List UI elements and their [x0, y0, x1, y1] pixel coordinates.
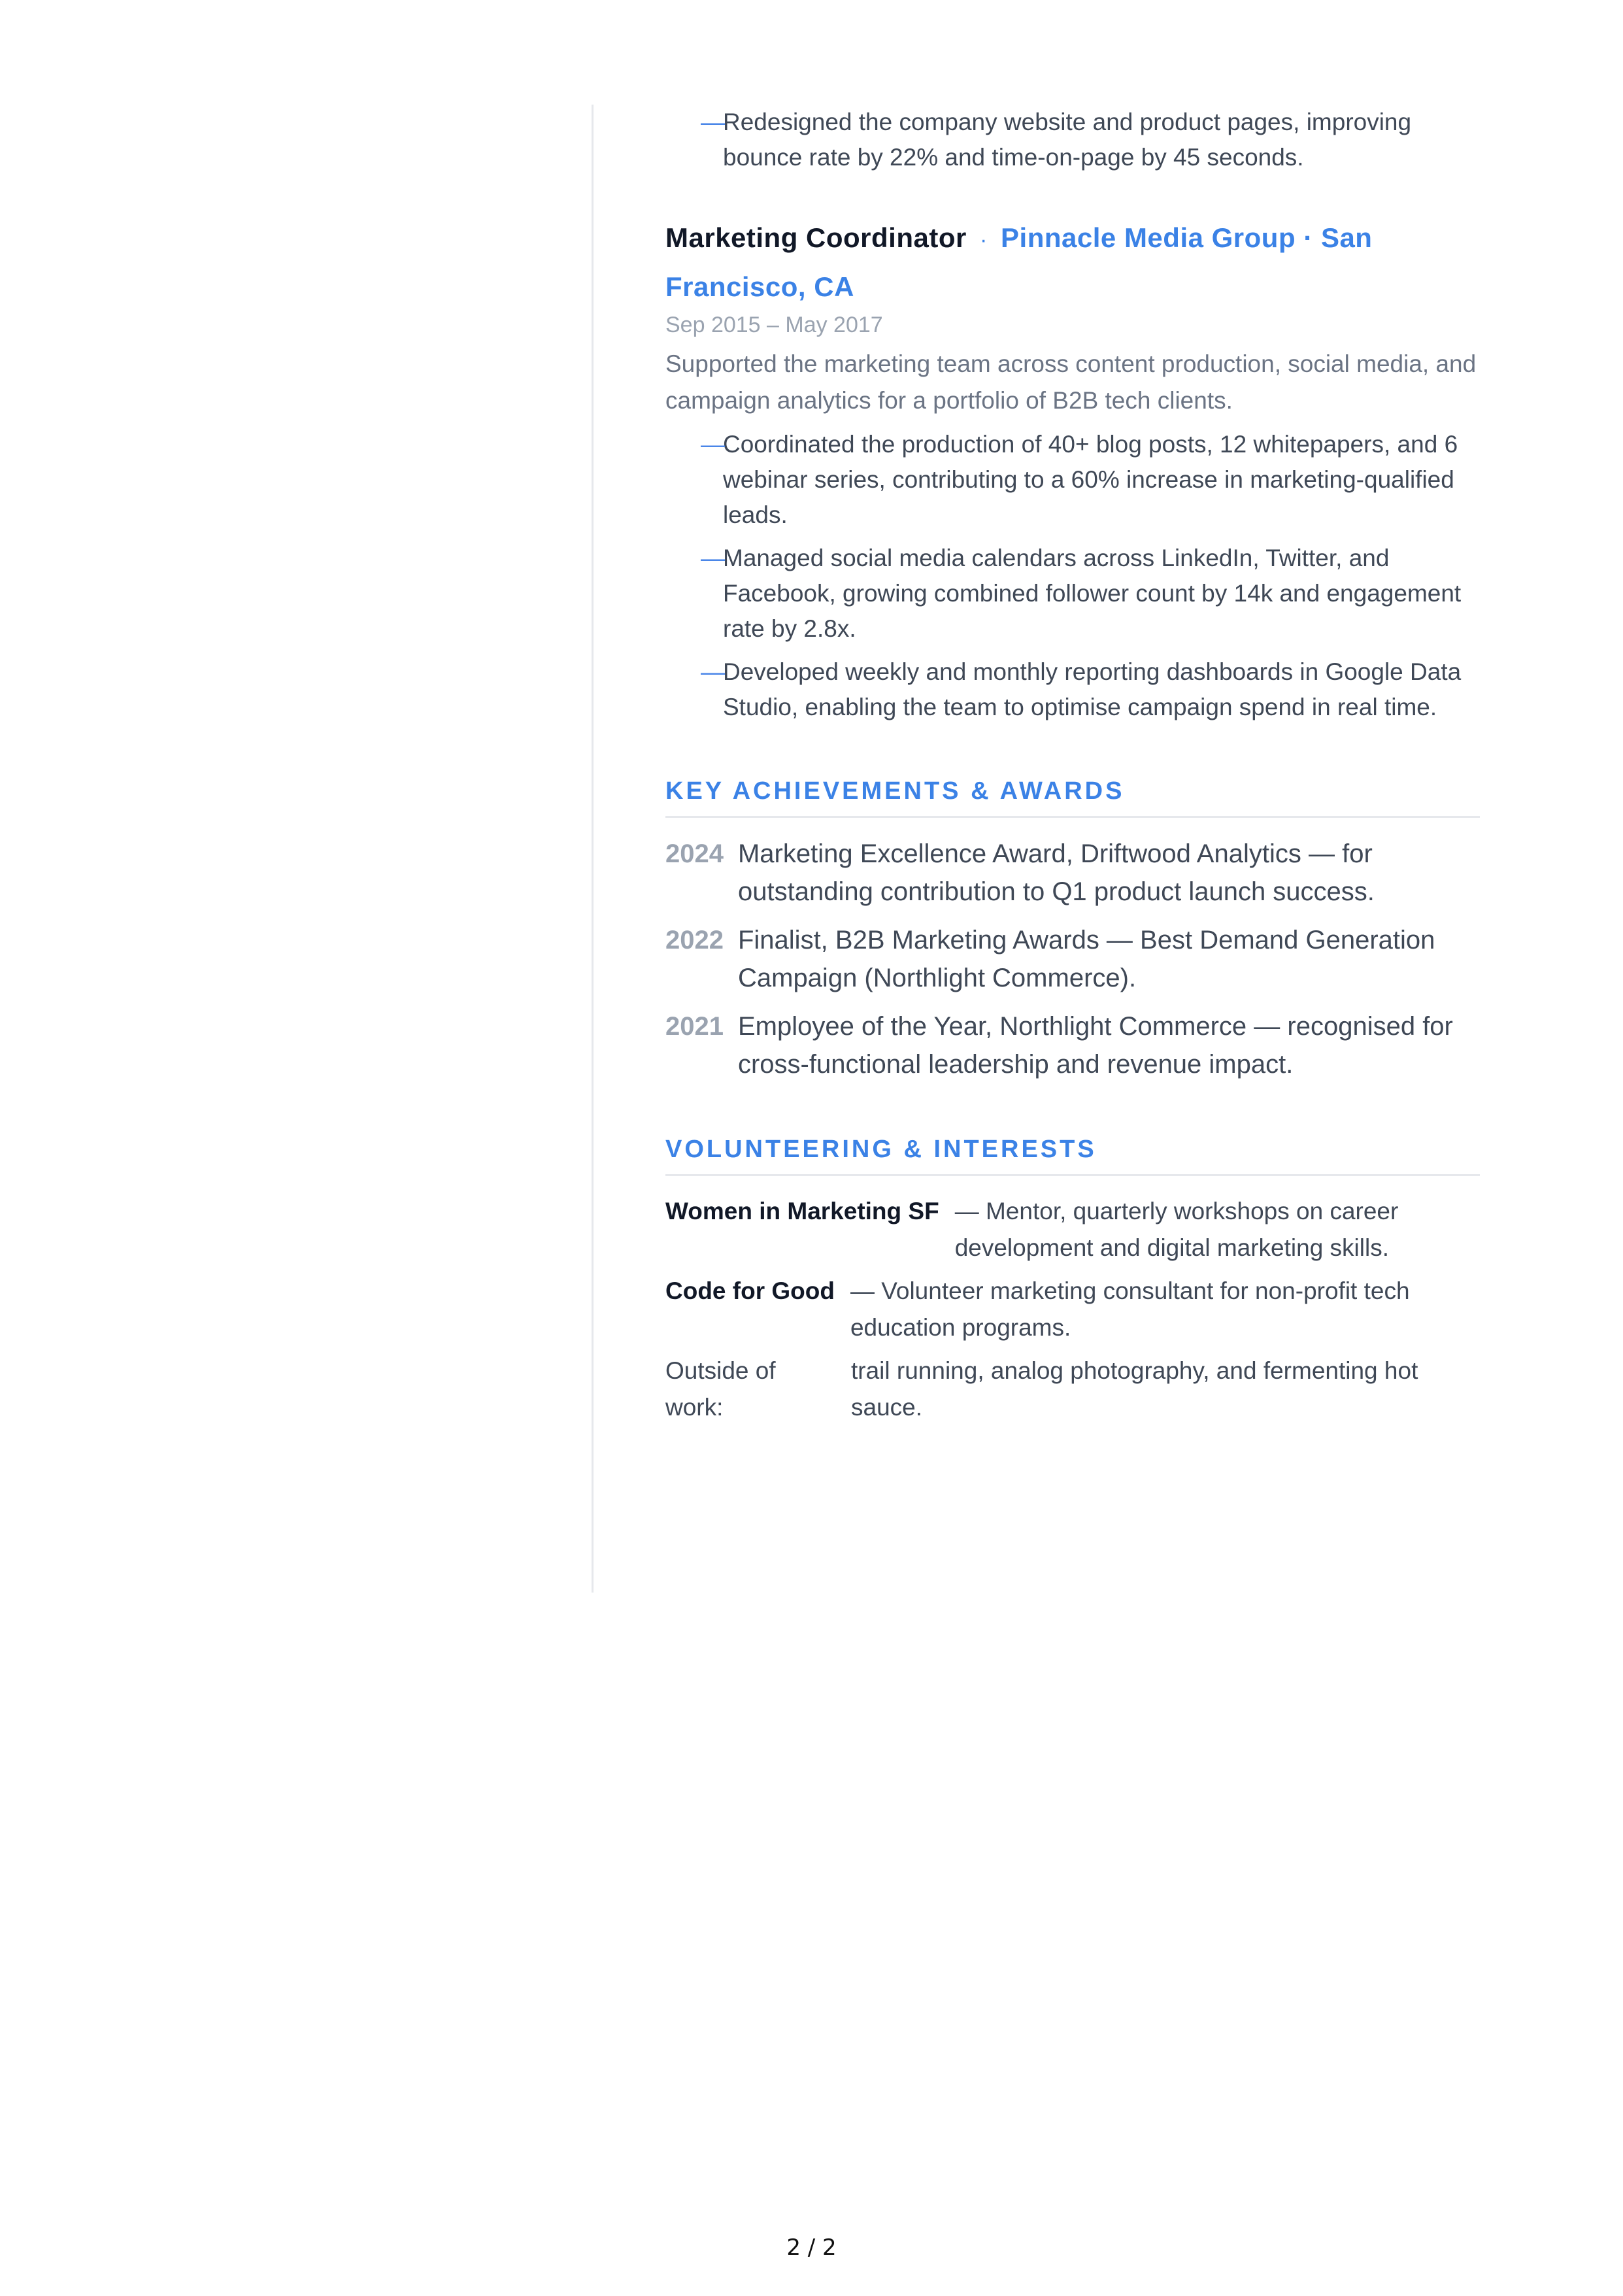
award-year: 2024	[665, 839, 724, 868]
interests-row	[665, 1353, 1480, 1426]
volunteer-desc: — Mentor, quarterly workshops on career development and digital marketing skills.	[954, 1198, 1399, 1261]
bullet-text: Redesigned the company website and product pages, improving bounce rate by 22% and time-on-page by 45 seconds.	[723, 109, 1412, 171]
bullet-dash: —	[701, 109, 725, 135]
award-year: 2021	[665, 1012, 724, 1041]
award-item	[665, 921, 1480, 997]
bullet-text: Coordinated the production of 40+ blog posts, 12 whitepapers, and 6 webinar series, contributing to a 60% increase in marketing-qualified leads.	[723, 431, 1458, 528]
list-item	[665, 541, 1480, 647]
volunteer-org: Women in Marketing SF	[665, 1198, 939, 1224]
award-text: Marketing Excellence Award, Driftwood Analytics — for outstanding contribution to Q1 product launch success.	[737, 839, 1375, 906]
bullet-dash: —	[701, 431, 725, 458]
job-dates: Sep 2015 – May 2017	[665, 312, 883, 337]
award-year: 2022	[665, 926, 724, 954]
job-header	[665, 214, 1480, 311]
list-item	[665, 427, 1480, 533]
interests-label: Outside of work:	[665, 1357, 776, 1421]
volunteer-desc: — Volunteer marketing consultant for non-profit tech education programs.	[850, 1277, 1410, 1341]
main-column	[665, 105, 1480, 1432]
award-item	[665, 1007, 1480, 1083]
volunteer-item	[665, 1193, 1480, 1266]
job-title: Marketing Coordinator	[665, 222, 967, 253]
award-text: Employee of the Year, Northlight Commerce — recognised for cross-functional leadership and revenue impact.	[737, 1012, 1453, 1079]
page-number: 2 / 2	[786, 2235, 837, 2261]
job-company: Pinnacle Media Group · San Francisco, CA	[665, 222, 1373, 302]
achievements-section-title: KEY ACHIEVEMENTS & AWARDS	[665, 777, 1480, 818]
award-text: Finalist, B2B Marketing Awards — Best Demand Generation Campaign (Northlight Commerce).	[737, 926, 1435, 992]
volunteer-item	[665, 1273, 1480, 1346]
bullet-text: Managed social media calendars across LinkedIn, Twitter, and Facebook, growing combined follower count by 14k and engagement rate by 2.8x.	[723, 545, 1462, 642]
bullet-text: Developed weekly and monthly reporting dashboards in Google Data Studio, enabling the team to optimise campaign spend in real time.	[723, 658, 1462, 720]
volunteer-org: Code for Good	[665, 1277, 835, 1304]
interests-text: trail running, analog photography, and fermenting hot sauce.	[851, 1357, 1418, 1421]
job-separator: ·	[980, 228, 988, 252]
column-divider	[592, 105, 594, 1593]
volunteering-section-title: VOLUNTEERING & INTERESTS	[665, 1136, 1480, 1176]
list-item	[665, 105, 1480, 175]
list-item	[665, 654, 1480, 725]
bullet-dash: —	[701, 545, 725, 571]
bullet-dash: —	[701, 658, 725, 685]
award-item	[665, 835, 1480, 911]
job-summary: Supported the marketing team across content production, social media, and campaign analytics for a portfolio of B2B tech clients.	[665, 350, 1477, 414]
